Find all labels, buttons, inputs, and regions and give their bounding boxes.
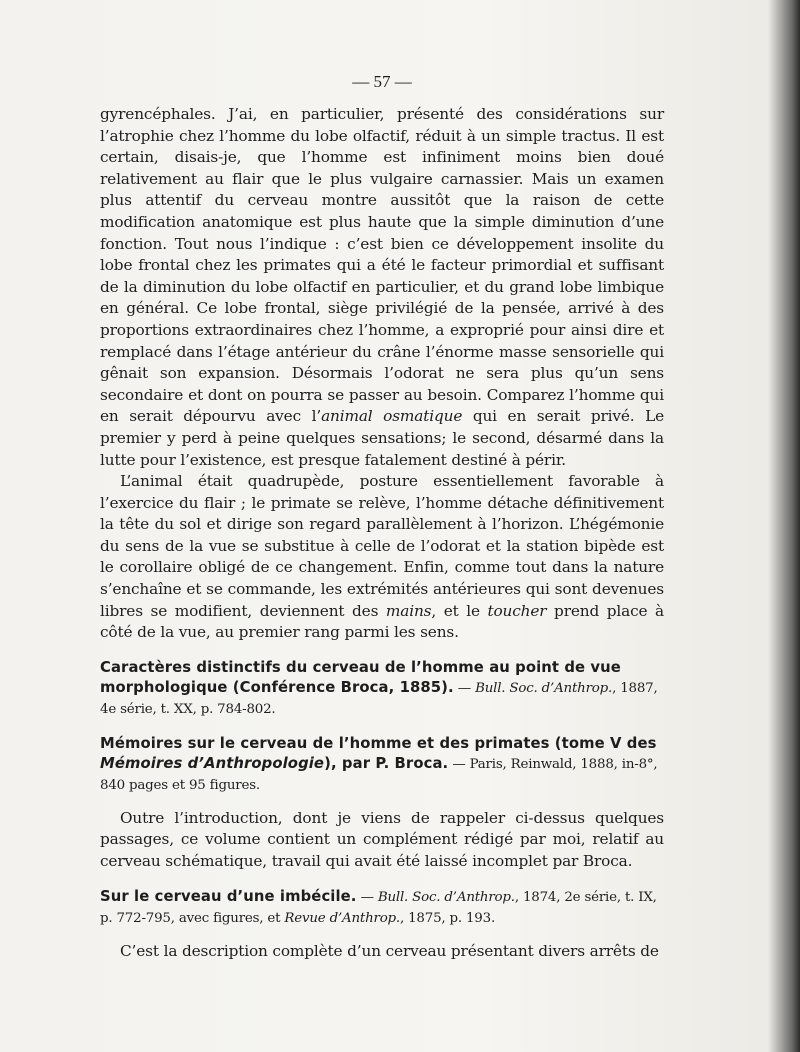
paragraph-1-text-a: gyrencéphales. J’ai, en particulier, présenté des considérations sur l’atrophie chez l’homme du lobe olfactif, réduit à un simple tractus. Il est certain, disais-je, que l’homme est infiniment moins bien doué relativement au flair que le plus vulgaire carnassier. Mais un examen plus attentif du cerveau montre aussitôt que la raison de cette modification anatomique est plus haute que la simple diminution d’une fonction. Tout nous l’indique : c’est bien ce développement insolite du lobe frontal chez les primates qui a été le facteur primordial et suffisant de la diminution du lobe olfactif en particulier, et du grand lobe limbique en général. Ce lobe frontal, siège privilégié de la pensée, arrivé à des proportions extraordinaires chez l’homme, a exproprié pour ainsi dire et remplacé dans l’étage antérieur du crâne l’énorme masse sensorielle qui gênait son expansion. Désormais l’odorat ne sera plus qu’un sens secondaire et dont on pourra se passer au besoin. Comparez l’homme qui en serait dépourvu avec l’ — [100, 105, 664, 426]
entry-1-citation: , 1887, 4e série, t. XX, p. 784-802. — [100, 680, 658, 717]
paragraph-4: C’est la description complète d’un cerveau présentant divers arrêts de — [120, 941, 659, 960]
paragraph-2-text-b: , et le — [431, 601, 488, 620]
paragraph-2-text-a: L’animal était quadrupède, posture essentiellement favorable à l’exercice du flair ; le primate se relève, l’homme détache définitivement la tête du sol et dirige son regard parallèlement à l’horizon. L’hégémonie du sens de la vue se substitue à celle de l’odorat et la station bipède est le corollaire obligé de ce changement. Enfin, comme tout dans la nature s’enchaîne et se commande, les extrémités antérieures qui sont devenues libres se modifient, deviennent des — [100, 472, 664, 620]
entry-1-title: Caractères distinctifs du cerveau de l’homme au point de vue morphologique (Conférence Broca, 1885). — [100, 658, 621, 696]
entry-2-title-a: Mémoires sur le cerveau de l’homme et des primates (tome V des — [100, 734, 657, 752]
bibliography-entry-2 — [100, 734, 664, 796]
entry-3-title: Sur le cerveau d’une imbécile. — [100, 887, 357, 905]
bibliography-entry-1 — [100, 658, 664, 720]
entry-1-dash: — — [453, 680, 476, 696]
paragraph-2 — [100, 471, 664, 644]
entry-2-citation: — Paris, Reinwald, 1888, in-8°, 840 pages et 95 figures. — [100, 756, 658, 793]
paragraph-1 — [100, 104, 664, 471]
entry-3-journal-1: Bull. Soc. d’Anthrop. — [377, 889, 515, 905]
emphasis-toucher: toucher — [487, 601, 547, 620]
entry-3-journal-2: Revue d’Anthrop. — [284, 910, 400, 926]
document-page — [100, 72, 664, 962]
entry-2-title-b: ), par P. Broca. — [324, 754, 449, 772]
paragraph-2-text-c: prend place à côté de la vue, au premier rang parmi les sens. — [100, 601, 664, 642]
page-number: — 57 — — [352, 72, 412, 91]
paragraph-3: Outre l’introduction, dont je viens de rappeler ci-dessus quelques passages, ce volume contient un complément rédigé par moi, relatif au cerveau schématique, travail qui avait été laissé incomplet par Broca. — [100, 808, 664, 871]
entry-1-journal: Bull. Soc. d’Anthrop. — [475, 680, 613, 696]
emphasis-mains: mains — [385, 601, 432, 620]
paragraph-1-text-b: qui en serait privé. Le premier y perd à peine quelques sensations; le second, désarmé dans la lutte pour l’existence, est presque fatalement destiné à périr. — [100, 407, 665, 469]
entry-3-citation-end: , 1875, p. 193. — [400, 910, 496, 926]
emphasis-animal-osmatique: animal osmatique — [321, 407, 463, 426]
bibliography-entry-3 — [100, 887, 664, 929]
entry-3-dash: — — [356, 889, 378, 905]
entry-2-title-italic: Mémoires d’Anthropologie — [100, 754, 325, 772]
entry-3-citation-mid: , 1874, 2e série, t. IX, p. 772-795, avec figures, et — [100, 889, 657, 926]
